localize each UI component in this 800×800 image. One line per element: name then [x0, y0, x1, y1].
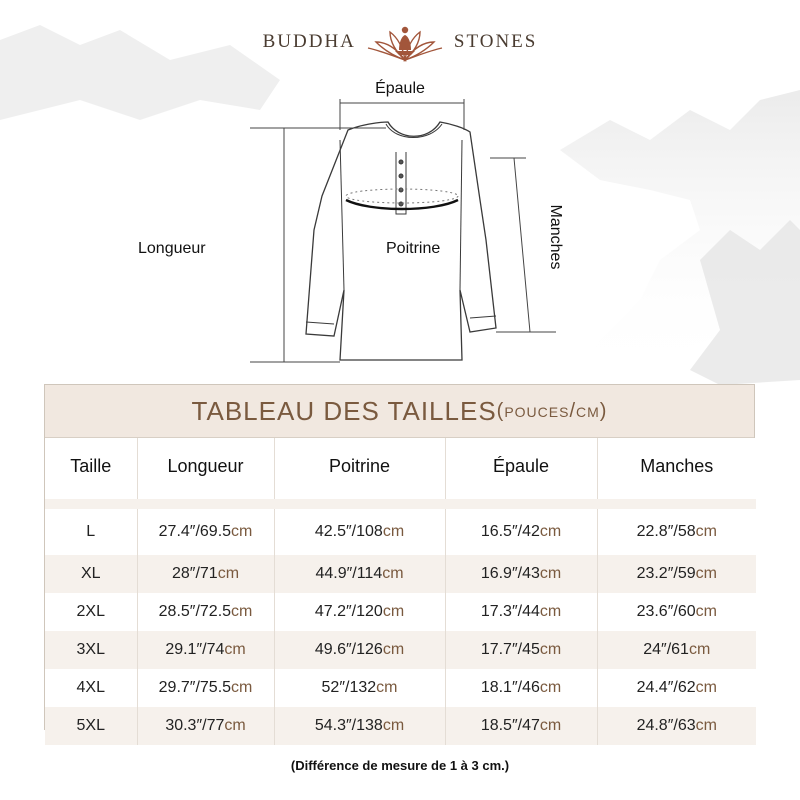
shirt-measurement-diagram [0, 70, 800, 380]
sleeve-value: 23.2″/59 [636, 565, 696, 582]
sleeve-value: 23.6″/60 [636, 603, 696, 620]
size-cell: XL [45, 555, 137, 593]
length-value: 29.1″/74 [165, 641, 225, 658]
cm-unit: cm [217, 565, 240, 582]
length-value: 28.5″/72.5 [158, 603, 232, 620]
shoulder-cell [445, 631, 597, 669]
size-cell: L [45, 509, 137, 555]
table-header-row [45, 438, 756, 499]
cm-unit: cm [695, 603, 717, 620]
shoulder-value: 18.1″/46 [480, 679, 540, 696]
length-cell [137, 669, 274, 707]
size-chart-title [45, 385, 754, 438]
cm-unit: cm [231, 679, 253, 696]
length-value: 30.3″/77 [165, 717, 225, 734]
chest-value: 52″/132 [321, 679, 377, 696]
cm-unit: cm [382, 523, 405, 540]
table-row [45, 593, 756, 631]
size-cell: 3XL [45, 631, 137, 669]
cm-unit: cm [382, 565, 404, 582]
header-chest: Poitrine [274, 438, 445, 499]
chest-cell [274, 707, 445, 745]
sleeve-cell [597, 707, 756, 745]
chest-value: 49.6″/126 [314, 641, 383, 658]
table-row [45, 509, 756, 555]
cm-unit: cm [231, 523, 253, 540]
sleeve-value: 22.8″/58 [636, 523, 696, 540]
length-value: 27.4″/69.5 [158, 523, 232, 540]
size-cell: 2XL [45, 593, 137, 631]
cm-unit: cm [539, 523, 562, 540]
table-row [45, 707, 756, 745]
shoulder-cell [445, 707, 597, 745]
size-cell: 4XL [45, 669, 137, 707]
sleeve-cell [597, 631, 756, 669]
cm-unit: cm [382, 641, 405, 658]
chest-cell [274, 593, 445, 631]
length-cell [137, 509, 274, 555]
cm-unit: cm [539, 679, 562, 696]
size-table [45, 438, 756, 745]
length-value: 28″/71 [171, 565, 218, 582]
sleeve-value: 24″/61 [643, 641, 689, 658]
chest-value: 47.2″/120 [314, 603, 383, 620]
sleeve-cell [597, 555, 756, 593]
cm-unit: cm [539, 603, 562, 620]
size-chart-title-text: TABLEAU DES TAILLES [191, 395, 497, 426]
shoulder-value: 16.9″/43 [480, 565, 540, 582]
header-length: Longueur [137, 438, 274, 499]
size-cell: 5XL [45, 707, 137, 745]
sleeve-label: Manches [547, 204, 564, 270]
size-chart-table [44, 384, 755, 734]
size-chart-title-unit: (pouces/cm) [496, 399, 608, 422]
cm-unit: cm [695, 565, 717, 582]
cm-unit: cm [695, 679, 717, 696]
cm-unit: cm [224, 641, 246, 658]
sleeve-value: 24.4″/62 [636, 679, 696, 696]
header-sleeve: Manches [597, 438, 756, 499]
table-row [45, 555, 756, 593]
cm-unit: cm [382, 717, 405, 734]
cm-unit: cm [231, 603, 253, 620]
cm-unit: cm [539, 717, 562, 734]
shoulder-cell [445, 669, 597, 707]
shoulder-value: 17.3″/44 [480, 603, 540, 620]
shoulder-cell [445, 509, 597, 555]
shoulder-value: 16.5″/42 [480, 523, 540, 540]
cm-unit: cm [539, 565, 562, 582]
sleeve-cell [597, 669, 756, 707]
cm-unit: cm [376, 679, 398, 696]
cm-unit: cm [539, 641, 562, 658]
chest-cell [274, 509, 445, 555]
table-row [45, 631, 756, 669]
header-shoulder: Épaule [445, 438, 597, 499]
shoulder-value: 18.5″/47 [480, 717, 540, 734]
sleeve-cell [597, 509, 756, 555]
length-label: Longueur [138, 240, 206, 257]
cm-unit: cm [695, 523, 717, 540]
length-value: 29.7″/75.5 [158, 679, 232, 696]
sleeve-value: 24.8″/63 [636, 717, 696, 734]
lotus-meditation-icon [366, 20, 444, 64]
cm-unit: cm [224, 717, 246, 734]
length-cell [137, 707, 274, 745]
table-row [45, 669, 756, 707]
chest-value: 42.5″/108 [314, 523, 383, 540]
sleeve-cell [597, 593, 756, 631]
measurement-footnote: (Différence de mesure de 1 à 3 cm.) [290, 758, 510, 773]
cm-unit: cm [695, 717, 717, 734]
chest-cell [274, 631, 445, 669]
cm-unit: cm [688, 641, 711, 658]
brand-name-left: BUDDHA [262, 31, 356, 52]
length-cell [137, 593, 274, 631]
chest-value: 54.3″/138 [314, 717, 383, 734]
chest-cell [274, 555, 445, 593]
cm-unit: cm [382, 603, 405, 620]
chest-value: 44.9″/114 [315, 565, 383, 582]
shoulder-cell [445, 555, 597, 593]
shoulder-value: 17.7″/45 [480, 641, 540, 658]
length-cell [137, 631, 274, 669]
shoulder-label: Épaule [375, 80, 425, 97]
chest-cell [274, 669, 445, 707]
shoulder-cell [445, 593, 597, 631]
chest-label: Poitrine [386, 240, 441, 257]
length-cell [137, 555, 274, 593]
header-size: Taille [45, 438, 137, 499]
brand-header [0, 20, 800, 64]
brand-name-right: STONES [453, 31, 538, 52]
